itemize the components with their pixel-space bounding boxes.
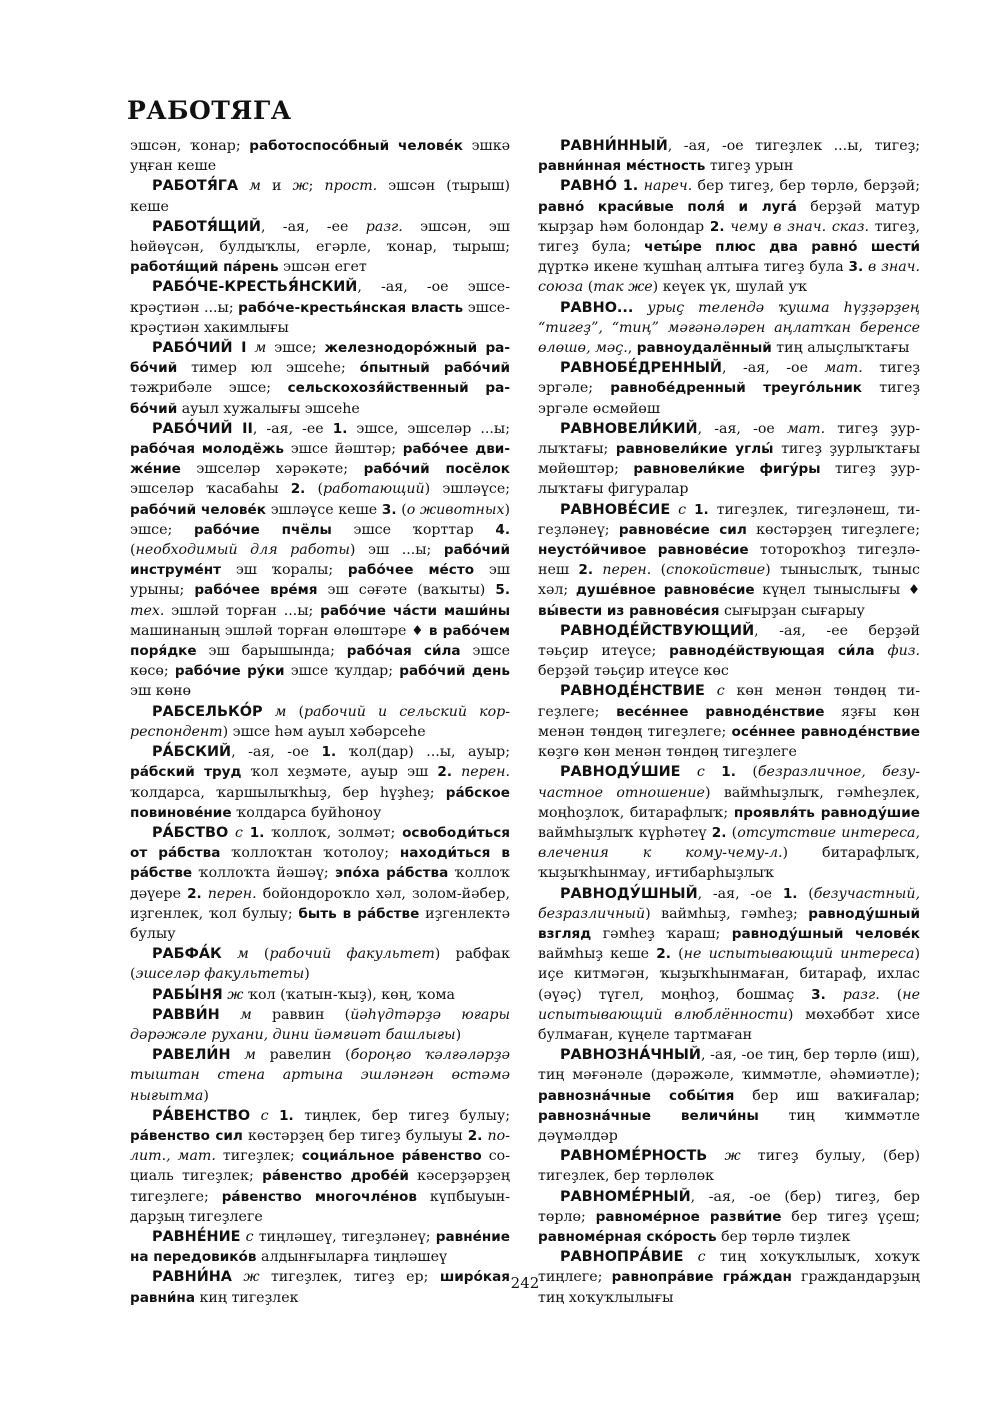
dictionary-entry: РАБСЕЛЬКО́Р м (рабочий и сельский корреспондент) эшсе һәм ауыл хәбәрсеһе <box>130 703 510 740</box>
dictionary-entry: РА́ВЕНСТВО с 1. тиңлек, бер тигеҙ булыу; ра́венство сил көстәрҙең бер тигеҙ булыуы 2. полит., мат. тигеҙлек; социа́льное ра́венство социаль тигеҙлек; ра́венство дробе́й кәсерҙәрҙең тигеҙлеге; ра́венство многочле́нов күпбыуындарҙың тигеҙлеге <box>130 1107 511 1225</box>
dictionary-entry: РАВНОДУ́ШНЫЙ, -ая, -ое 1. (безучастный, безразличный) ваймһыҙ, гәмһеҙ; равноду́шный взгляд гәмһеҙ ҡараш; равноду́шный челове́к ваймһыҙ кеше 2. (не испытывающий интереса) иҫе китмәгән, ҡыҙыҡһынмаған, битараф, ихлас (әүәҫ) түгел, моңһоҙ, бошмаҫ 3. разг. (не испытывающий влюблённости) мөхәббәт хисе булмаған, күңеле тартмаған <box>538 885 921 1043</box>
dictionary-entry: РАВНОБЕ́ДРЕННЫЙ, -ая, -ое мат. тигеҙ эргәле; равнобе́дренный треуго́льник тигеҙ эргәле өсмөйөш <box>538 360 920 417</box>
dictionary-entry: РАБО́ЧИЙ II, -ая, -ее 1. эшсе, эшселәр ...ы; рабо́чая молодёжь эшсе йәштәр; рабо́чее движе́ние эшселәр хәрәкәте; рабо́чий посёлок эшселәр ҡасабаһы 2. (работающий) эшләүсе; рабо́чий челове́к эшләүсе кеше 3. (о животных) эшсе; рабо́чие пчёлы эшсе ҡорттар 4. (необходимый для работы) эш ...ы; рабо́чий инструме́нт эш ҡоралы; рабо́чее ме́сто эш урыны; рабо́чее вре́мя эш сәғәте (ваҡыты) 5. тех. эшләй торған ...ы; рабо́чие ча́сти маши́ны машинаның эшләй торған өлөштәре ♦ в рабо́чем поря́дке эш барышында; рабо́чая си́ла эшсе көсө; рабо́чие ру́ки эшсе ҡулдар; рабо́чий день эш көнө <box>130 420 511 700</box>
dictionary-entry: РАБО́ЧИЙ I м эшсе; железнодоро́жный рабо́чий тимер юл эшсеһе; о́пытный рабо́чий тәжрибәле эшсе; сельскохозя́йственный рабо́чий ауыл хужалығы эшсеһе <box>130 340 510 417</box>
dictionary-entry: РА́БСКИЙ, -ая, -ое 1. ҡол(дар) ...ы, ауыр; ра́бский труд ҡол хеҙмәте, ауыр эш 2. перен. ҡолдарса, ҡаршылыҡһыҙ, бер һүҙһеҙ; ра́бское повинове́ние ҡолдарса буйһоноу <box>130 744 511 821</box>
dictionary-entry: РАВНОВЕЛИ́КИЙ, -ая, -ое мат. тигеҙ ҙурлыҡтағы; равновели́кие углы́ тигеҙ ҙурлыҡтағы мөйөштәр; равновели́кие фигу́ры тигеҙ ҙурлыҡтағы фигуралар <box>538 420 921 498</box>
dictionary-entry: РАВНОДЕ́ЙСТВУЮЩИЙ, -ая, -ее берҙәй тәьҫир итеүсе; равноде́йствующая си́ла физ. берҙәй тәьҫир итеүсе көс <box>538 622 921 680</box>
dictionary-entry: РАВНОМЕ́РНОСТЬ ж тигеҙ булыу, (бер) тигеҙлек, бер төрлөлөк <box>538 1148 921 1185</box>
dictionary-entry: РА́БСТВО с 1. ҡоллоҡ, золмәт; освободи́ться от ра́бства ҡоллоҡтан ҡотолоу; находи́ться в ра́бстве ҡоллоҡта йәшәү; эпо́ха ра́бства ҡоллоҡ дәүере 2. перен. бойондороҡло хәл, золом-йәбер, иҙгенлек, ҡол булыу; быть в ра́бстве иҙгенлектә булыу <box>130 824 511 942</box>
dictionary-entry: РАВВИ́Н м раввин (йәһүдтәрҙә юғары дәрәжәле рухани, дини йәмғиәт башлығы) <box>130 1006 511 1043</box>
dictionary-entry: РАВНЕ́НИЕ с тиңләшеү, тигеҙләнеү; равне́ние на передовико́в алдынғыларға тиңләшеү <box>130 1228 510 1266</box>
right-column <box>538 136 920 1308</box>
dictionary-entry: РАВНО́ 1. нареч. бер тигеҙ, бер төрлө, берҙәй; равно́ краси́вые поля́ и луга́ берҙәй матур ҡырҙар һәм болондар 2. чему в знач. сказ. тигеҙ, тигеҙ була; четы́ре плюс два равно́ шести́ дүрткә икене ҡушһаң алтыға тигеҙ була 3. в знач. союза (так же) кеүек үк, шулай уҡ <box>538 178 921 296</box>
dictionary-entry: РАБОТЯ́ЩИЙ, -ая, -ее разг. эшсән, эш һөйөүсән, булдыҡлы, егәрле, ҡонар, тырыш; работя́щий па́рень эшсән егет <box>130 218 510 276</box>
page-header-title: РАБОТЯГА <box>127 96 292 125</box>
dictionary-entry: РАБФА́К м (рабочий факультет) рабфак (эшселәр факультеты) <box>130 946 511 983</box>
dictionary-entry: РАВНОМЕ́РНЫЙ, -ая, -ое (бер) тигеҙ, бер төрлө; равноме́рное разви́тие бер тигеҙ үҫеш; равноме́рная ско́рость бер төрлө тиҙлек <box>538 1188 920 1245</box>
page-number: 242 <box>510 1274 540 1292</box>
dictionary-entry: РАБОТЯ́ГА м и ж; прост. эшсән (тырыш) кеше <box>130 178 510 215</box>
dictionary-entry: РАВНИ́ННЫЙ, -ая, -ое тигеҙлек ...ы, тигеҙ; равни́нная ме́стность тигеҙ урын <box>538 138 920 175</box>
left-column <box>130 136 510 1308</box>
dictionary-entry: РАВНОВЕ́СИЕ с 1. тигеҙлек, тигеҙләнеш, тигеҙләнеү; равнове́сие сил көстәрҙең тигеҙлеге; неусто́йчивое равнове́сие тотороҡһоҙ тигеҙләнеш 2. перен. (спокойствие) тыныслыҡ, тыныс хәл; душе́вное равнове́сие күңел тыныслығы ♦ вы́вести из равнове́сия сығырҙан сығарыу <box>538 501 921 619</box>
dictionary-entry: РАВНОПРА́ВИЕ с тиң хоҡуҡлылыҡ, хоҡуҡ тиңлеге; равнопра́вие гра́ждан граждандарҙың тиң хоҡуҡлылығы <box>538 1249 920 1306</box>
dictionary-entry: РАВНОЗНА́ЧНЫЙ, -ая, -ое тиң, бер төрлө (иш), тиң мәғәнәле (дәрәжәле, ҡиммәтле, әһәмиәтле); равнозна́чные собы́тия бер иш ваҡиғалар; равнозна́чные величи́ны тиң ҡиммәтле дәүмәлдәр <box>538 1047 920 1144</box>
dictionary-entry: РАВНОДУ́ШИЕ с 1. (безразличное, безучастное отношение) ваймһыҙлыҡ, гәмһеҙлек, моңһоҙлоҡ, битарафлыҡ; проявля́ть равноду́шие ваймһыҙлыҡ күрһәтеү 2. (отсутствие интереса, влечения к кому-чему-л.) битарафлыҡ, ҡыҙыҡһынмау, иғтибарһыҙлыҡ <box>538 764 920 882</box>
dictionary-entry: РАВЕЛИ́Н м равелин (бороңғо ҡәлғәләрҙә тыштан стена артына эшләнгән өстәмә нығытма) <box>130 1047 510 1104</box>
dictionary-entry: РАБО́ЧЕ-КРЕСТЬЯ́НСКИЙ, -ая, -ое эшсе-крәҫтиән ...ы; рабо́че-крестья́нская власть эшсе-крәҫтиән хакимлығы <box>130 279 510 336</box>
dictionary-entry: РАВНИ́НА ж тигеҙлек, тигеҙ ер; широ́кая равни́на киң тигеҙлек <box>130 1269 511 1306</box>
dictionary-entry: РАВНО... урыҫ телендә ҡушма һүҙҙәрҙең “тигеҙ”, “тиң” мәғәнәләрен аңлатҡан беренсе өлөшө, мәҫ., равноудалённый тиң алыҫлыҡтағы <box>538 299 921 357</box>
dictionary-entry: РАБЫ́НЯ ж ҡол (ҡатын-ҡыҙ), көң, ҡома <box>152 986 456 1003</box>
dictionary-entry: РАВНОДЕ́НСТВИЕ с көн менән төндөң тигеҙлеге; весе́ннее равноде́нствие яҙғы көн менән төндөң тигеҙлеге; осе́ннее равноде́нствие көҙгө көн менән төндөң тигеҙлеге <box>538 683 920 761</box>
dictionary-entry: эшсән, ҡонар; работоспосо́бный челове́к эшкә уңған кеше <box>130 138 510 175</box>
